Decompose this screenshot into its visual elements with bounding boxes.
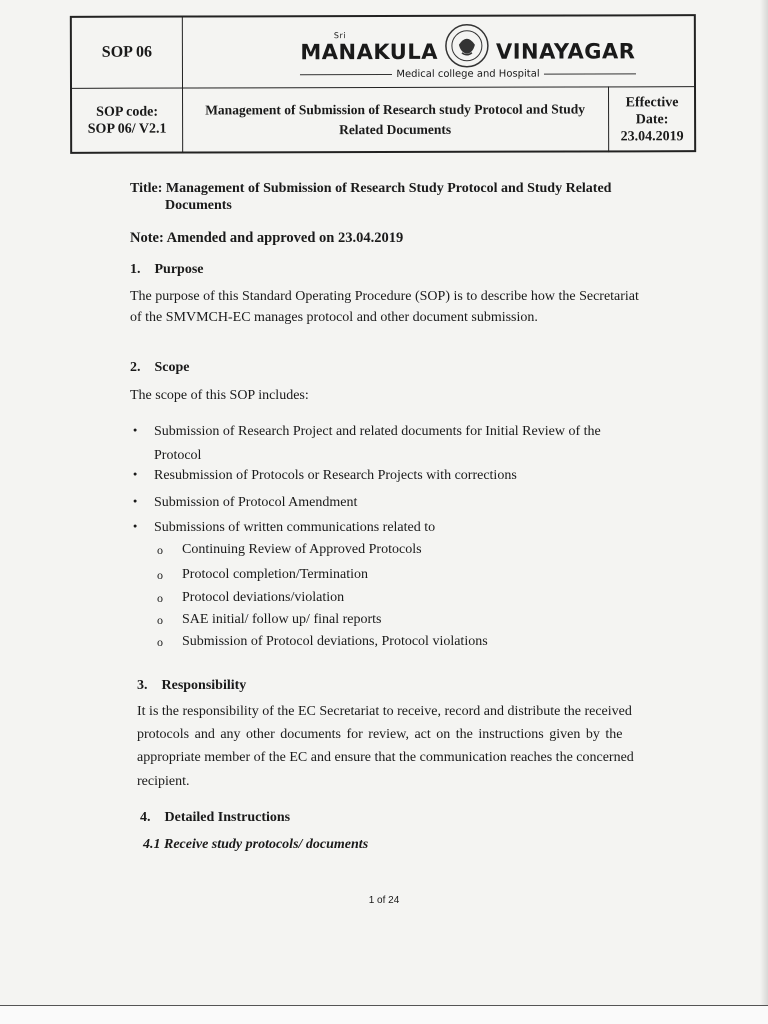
section-heading-responsibility: 3. Responsibility <box>137 678 247 693</box>
scope-bullet <box>154 468 517 484</box>
sop-code-cell <box>72 88 182 154</box>
header-row-1 <box>72 16 694 89</box>
scope-subitem <box>182 542 422 558</box>
effective-date: 23.04.2019 <box>620 128 684 144</box>
scope-bullet <box>154 495 357 511</box>
scope-bullet-text: Submissions of written communications related to <box>154 520 436 535</box>
tagline <box>242 68 694 80</box>
scope-bullet <box>154 424 601 440</box>
brand-right: VINAYAGAR <box>495 39 636 64</box>
responsibility-text-line: appropriate member of the EC and ensure that the communication reaches the concerned <box>137 750 634 765</box>
document-title-continued: Documents <box>165 198 232 213</box>
scope-subitem <box>182 634 488 650</box>
scope-subitem <box>182 567 368 583</box>
scope-subitem-text: Protocol deviations/violation <box>182 590 345 605</box>
sop-header-table <box>70 14 696 154</box>
document-title-line-1: Management of Submission of Research study Protocol and Study <box>205 101 585 118</box>
brand-left: MANAKULA <box>300 39 438 65</box>
section-heading-instructions: 4. Detailed Instructions <box>140 810 291 825</box>
document-title-cell <box>182 86 608 153</box>
page-number: 1 of 24 <box>368 895 400 906</box>
institution-logo <box>182 16 694 87</box>
effective-date-cell <box>608 86 696 152</box>
amendment-note: Note: Amended and approved on 23.04.2019 <box>130 230 404 246</box>
scope-bullet-text: Resubmission of Protocols or Research Projects with corrections <box>154 468 517 483</box>
scope-bullet <box>154 520 435 536</box>
scope-bullet-text: Submission of Research Project and related documents for Initial Review of the <box>154 424 601 439</box>
responsibility-text-line: recipient. <box>137 774 190 789</box>
section-heading-scope: 2. Scope <box>130 360 190 375</box>
brand-name <box>242 31 694 69</box>
sop-code-label: SOP code: <box>96 104 159 120</box>
date-label: Date: <box>635 111 669 127</box>
document-title: Title: Management of Submission of Research Study Protocol and Study Related <box>130 181 612 196</box>
scope-subitem-text: Submission of Protocol deviations, Protocol violations <box>182 634 488 649</box>
subsection-heading-receive: 4.1 Receive study protocols/ documents <box>143 837 369 852</box>
sop-number: SOP 06 <box>101 43 153 61</box>
tagline-text: Medical college and Hospital <box>396 68 540 80</box>
document-title-line-2: Related Documents <box>339 121 452 138</box>
tagline-rule-right <box>544 73 636 74</box>
scope-intro: The scope of this SOP includes: <box>130 388 309 403</box>
emblem-icon <box>444 23 490 69</box>
header-row-2 <box>72 86 694 154</box>
scope-subitem <box>182 612 381 628</box>
section-heading-purpose: 1. Purpose <box>130 262 204 277</box>
scope-subitem-text: Protocol completion/Termination <box>182 567 369 582</box>
tagline-rule-left <box>300 73 392 74</box>
scope-subitem-text: SAE initial/ follow up/ final reports <box>182 612 382 627</box>
sop-code-value: SOP 06/ V2.1 <box>87 121 167 137</box>
responsibility-text-line: It is the responsibility of the EC Secretariat to receive, record and distribute the received <box>137 704 632 719</box>
purpose-text-line: The purpose of this Standard Operating Procedure (SOP) is to describe how the Secretariat <box>130 289 639 304</box>
brand-prefix: Sri <box>333 31 346 41</box>
scope-bullet-text: Submission of Protocol Amendment <box>154 495 358 510</box>
purpose-text-line: of the SMVMCH-EC manages protocol and other document submission. <box>130 310 538 325</box>
scope-subitem <box>182 590 344 606</box>
scope-bullet-continued: Protocol <box>154 448 202 463</box>
scan-edge-right <box>760 0 768 1024</box>
scope-subitem-text: Continuing Review of Approved Protocols <box>182 542 422 557</box>
sop-number-cell <box>72 18 182 88</box>
responsibility-text-line: protocols and any other documents for review, act on the instructions given by the <box>137 727 623 742</box>
effective-label: Effective <box>625 94 679 110</box>
scan-edge-bottom <box>0 1005 768 1024</box>
